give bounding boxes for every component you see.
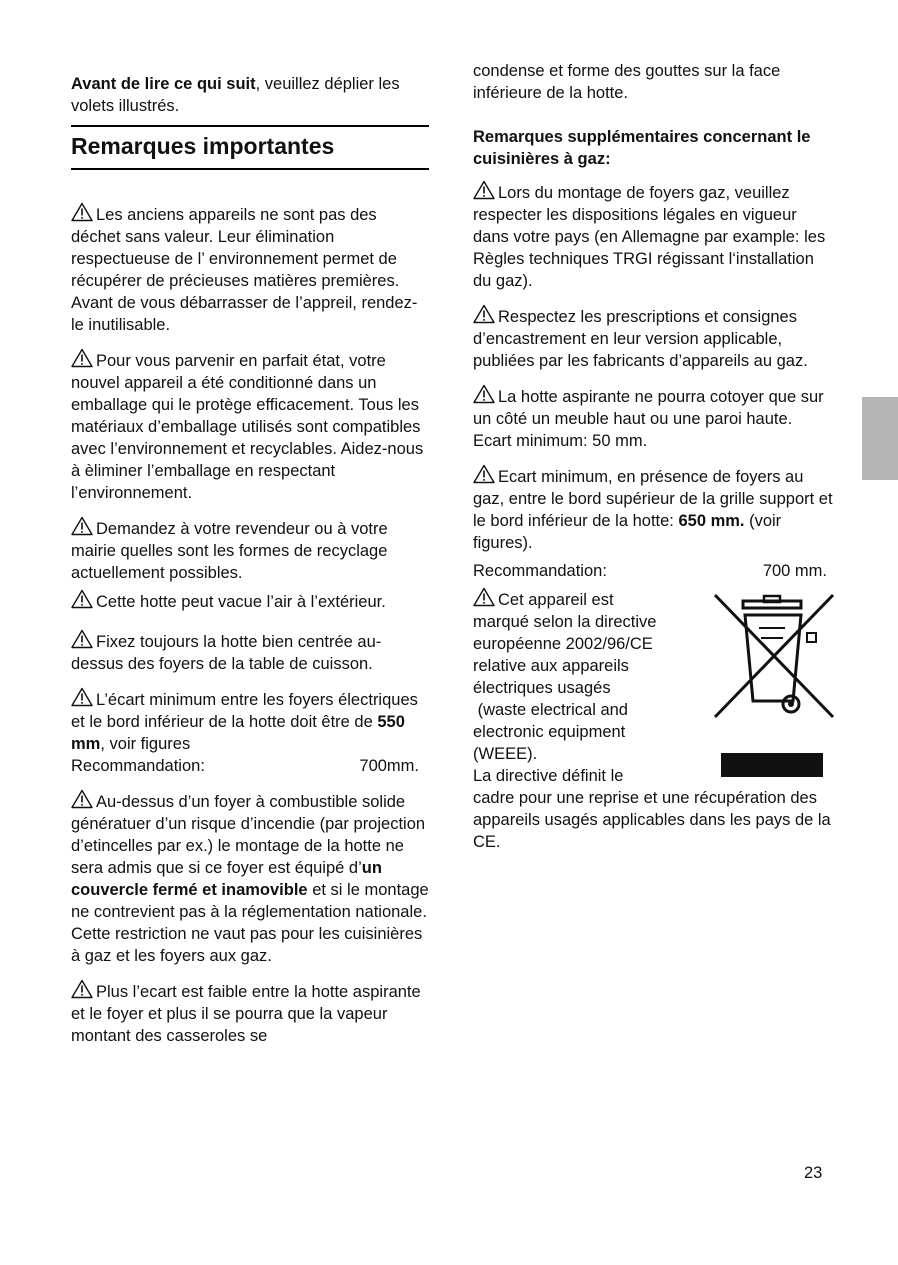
note-text: Demandez à votre revendeur ou à votre mairie quelles sont les formes de recyclage actuellement possibles. (71, 520, 388, 582)
note-paragraph (71, 789, 429, 967)
warning-icon (473, 180, 495, 200)
weee-line: electronic equipment (473, 723, 626, 741)
note-text: L’écart minimum entre les foyers électriques et le bord inférieur de la hotte doit être de (71, 691, 418, 731)
note-paragraph (71, 979, 429, 1047)
recommendation-label: Recommandation: (71, 757, 205, 775)
weee-section (473, 587, 833, 853)
note-bold: 550 mm (71, 713, 405, 753)
note-text: Pour vous parvenir en parfait état, votre nouvel appareil a été conditionné dans un emballage qui le protège efficacement. Tous les matériaux d’emballage utilisés sont compatibles avec l’environnement et recyclables. Aidez-nous à èliminer l’emballage en respectant l’environnement. (71, 352, 424, 502)
weee-tail: cadre pour une reprise et une récupération des appareils usagés applicables dans les pays de la CE. (473, 789, 831, 851)
note-paragraph (71, 589, 429, 613)
page-title: Remarques importantes (71, 133, 335, 159)
warning-icon (473, 304, 495, 324)
recommendation-value: 700 mm. (762, 562, 827, 580)
weee-line: électriques usagés (473, 679, 611, 697)
side-tab-marker (862, 397, 898, 480)
right-column (473, 60, 833, 853)
warning-icon (473, 464, 495, 484)
intro-paragraph (71, 73, 429, 117)
warning-icon (473, 587, 495, 607)
recommendation-label: Recommandation: (473, 562, 607, 580)
note-text: Au-dessus d’un foyer à combustible solide génératuer d’un risque d’incendie (par projection d’etincelles par ex.) le montage de la hotte ne sera admis que si ce foyer est équipé d’ (71, 793, 426, 877)
weee-line: relative aux appareils (473, 657, 629, 675)
note-text: Plus l’ecart est faible entre la hotte aspirante et le foyer et plus il se pourra que la vapeur montant des casseroles se (71, 983, 421, 1045)
weee-line: (WEEE). (473, 745, 538, 763)
note-text: Respectez les prescriptions et consignes d’encastrement en leur version applicable, publiées par les fabricants d’appareils au gaz. (473, 308, 808, 370)
page-number: 23 (804, 1164, 823, 1182)
continued-paragraph: condense et forme des gouttes sur la face inférieure de la hotte. (473, 62, 781, 102)
weee-line: (waste electrical and (473, 701, 628, 719)
note-paragraph (71, 516, 429, 584)
recommendation-value: 700mm. (359, 757, 419, 775)
warning-icon (71, 789, 93, 809)
warning-icon (71, 979, 93, 999)
warning-icon (71, 348, 93, 368)
note-paragraph (71, 348, 429, 504)
section-subheading (473, 126, 833, 170)
note-text: Ecart minimum, en présence de foyers au gaz, entre le bord supérieur de la grille support et le bord inférieur de la hotte: (473, 468, 833, 530)
warning-icon (71, 202, 93, 222)
weee-line: marqué selon la directive (473, 613, 657, 631)
note-text: Lors du montage de foyers gaz, veuillez respecter les dispositions légales en vigueur dans votre pays (en Allemagne par example: les Règles techniques TRGI régissant l‘installation du gaz). (473, 184, 826, 290)
note-paragraph (71, 687, 429, 777)
weee-line: européenne 2002/96/CE (473, 635, 653, 653)
note-text: La hotte aspirante ne pourra cotoyer que sur un côté un meuble haut ou une paroi haute. Ecart minimum: 50 mm. (473, 388, 824, 450)
left-column (71, 73, 429, 1059)
intro-bold: Avant de lire ce qui suit (71, 75, 256, 93)
intro-rest: , veuillez déplier les volets illustrés. (71, 75, 400, 115)
recommendation-row (473, 560, 833, 582)
note-paragraph (473, 464, 833, 582)
note-paragraph (71, 629, 429, 675)
note-text: et si le montage ne contrevient pas à la réglementation nationale. Cette restriction ne vaut pas pour les cuisinières à gaz et les foyers aux gaz. (71, 881, 429, 965)
warning-icon (473, 384, 495, 404)
weee-line-text: Cet appareil est (498, 591, 614, 609)
note-paragraph (473, 384, 833, 452)
warning-icon (71, 629, 93, 649)
note-text: Cette hotte peut vacue l’air à l’extérieur. (96, 593, 386, 611)
subheading-text: Remarques supplémentaires concernant le cuisinières à gaz: (473, 128, 811, 168)
recommendation-row (71, 755, 429, 777)
weee-line: La directive définit le (473, 767, 624, 785)
warning-icon (71, 589, 93, 609)
note-text: Les anciens appareils ne sont pas des déchet sans valeur. Leur élimination respectueuse de l’ environnement permet de récupérer de précieuses matières premières. Avant de vous débarrasser de l’appreil, rendez-le inutilisable. (71, 206, 418, 334)
note-paragraph (71, 202, 429, 336)
note-bold: un couvercle fermé et inamovible (71, 859, 382, 899)
heading-box (71, 125, 429, 170)
note-text: Fixez toujours la hotte bien centrée au-dessus des foyers de la table de cuisson. (71, 633, 382, 673)
warning-icon (71, 687, 93, 707)
note-paragraph (473, 180, 833, 292)
crossed-bin-icon (709, 593, 837, 778)
warning-icon (71, 516, 93, 536)
note-bold: 650 mm. (678, 512, 745, 530)
note-text: (voir figures). (473, 512, 782, 552)
note-paragraph (473, 304, 833, 372)
note-text: , voir figures (100, 735, 191, 753)
